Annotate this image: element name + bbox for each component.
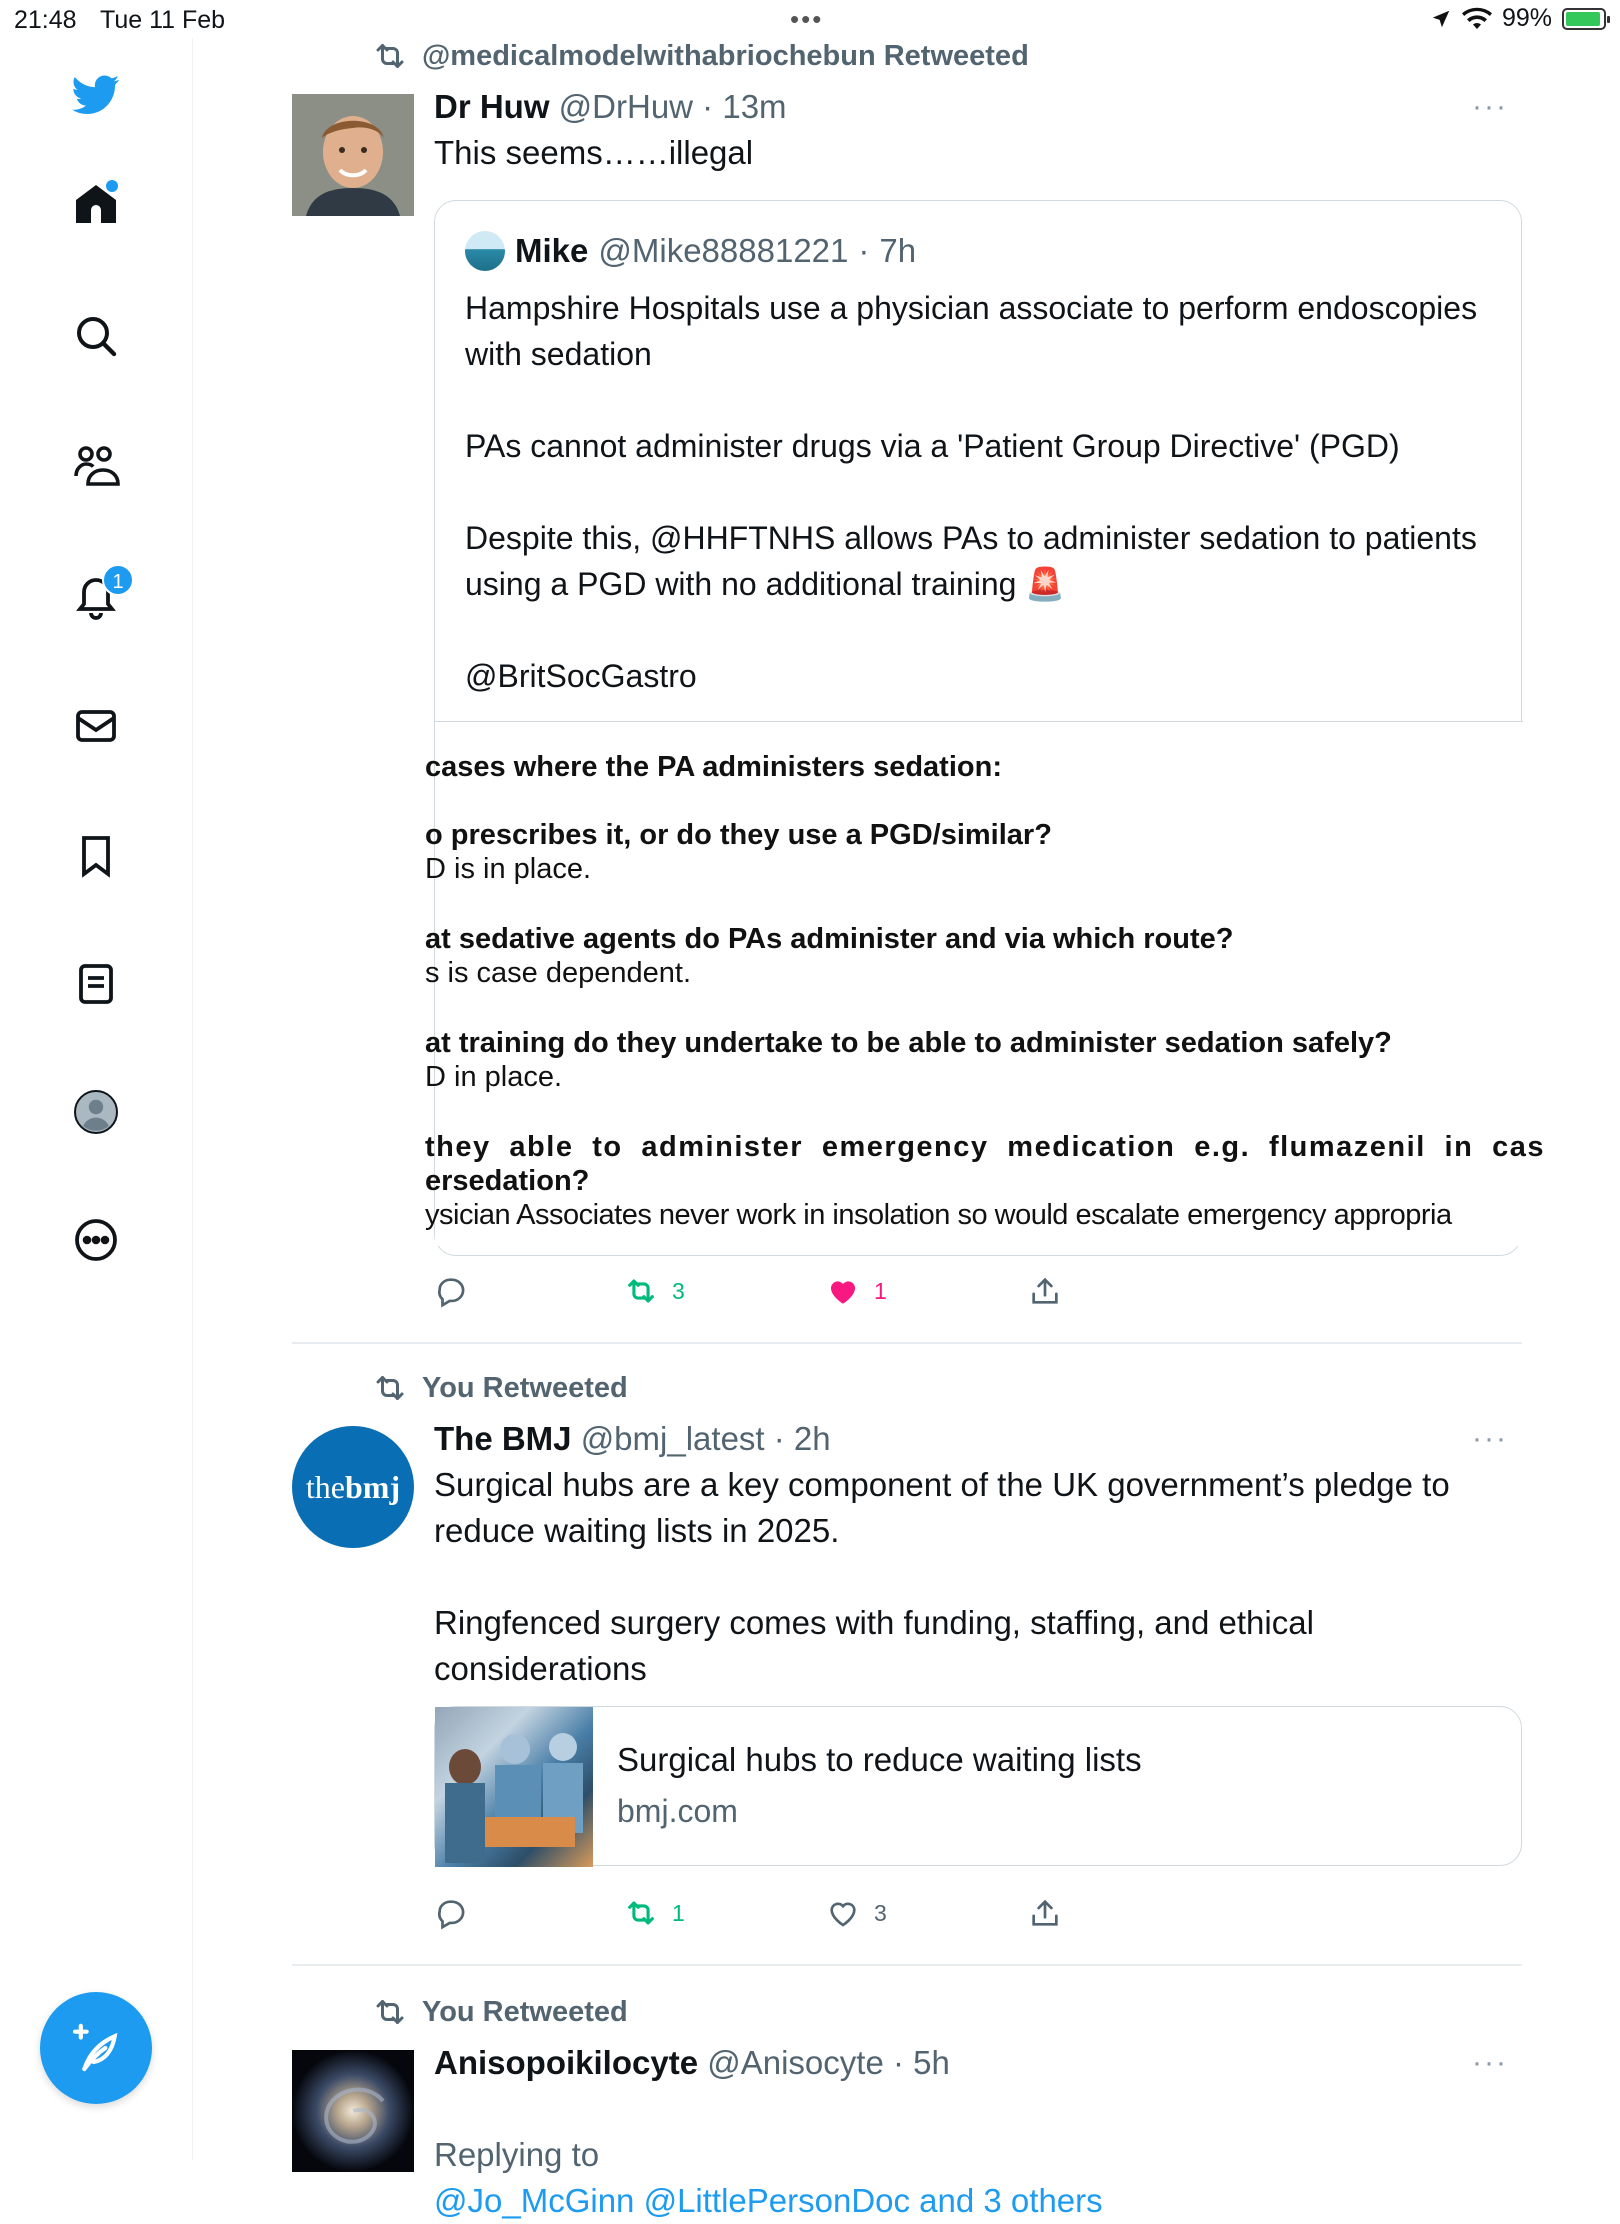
retweet-icon [624, 1896, 658, 1930]
tweet-body [434, 2044, 1514, 2224]
share-icon [1028, 1896, 1062, 1930]
retweet-context [372, 38, 1029, 74]
author-name[interactable]: Anisopoikilocyte [434, 2044, 699, 2081]
replying-to-users[interactable]: @Jo_McGinn @LittlePersonDoc and 3 others [434, 2182, 1103, 2219]
status-time: 21:48 [14, 6, 77, 34]
retweet-count: 1 [672, 1899, 685, 1926]
doc-answer: D in place. [425, 1061, 563, 1093]
retweet-button[interactable] [624, 1274, 685, 1308]
retweet-context [372, 1370, 628, 1406]
tweet-time[interactable]: 5h [913, 2044, 950, 2081]
more-icon[interactable] [68, 1212, 124, 1268]
retweet-count: 3 [672, 1277, 685, 1304]
author-handle[interactable]: @Anisocyte [707, 2044, 884, 2081]
replying-to-prefix: Replying to [434, 2136, 600, 2173]
tweet-time[interactable]: 13m [722, 88, 787, 125]
tweet-more-button[interactable]: ··· [1472, 2046, 1508, 2079]
heart-icon [826, 1896, 860, 1930]
share-button[interactable] [1028, 1274, 1062, 1308]
tweet-body [425, 88, 1545, 1231]
link-card-domain: bmj.com [617, 1793, 738, 1829]
quote-author-name: Mike [515, 232, 589, 269]
like-button[interactable] [826, 1274, 887, 1308]
home-icon[interactable] [68, 176, 124, 232]
share-icon [1028, 1274, 1062, 1308]
tweet-text: This seems……illegal [434, 134, 754, 171]
tweet-header: Anisopoikilocyte @Anisocyte · 5h [434, 2044, 950, 2081]
heart-filled-icon [826, 1274, 860, 1308]
battery-percent: 99% [1501, 4, 1552, 32]
quote-author-handle: @Mike88881221 [598, 232, 849, 269]
tweet-more-button[interactable]: ··· [1472, 1422, 1508, 1455]
tweet-text: Surgical hubs are a key component of the UK government’s pledge to reduce waiting lists in 2025. Ringfenced surgery comes with funding, staffing, and ethical considerations [434, 1466, 1450, 1687]
quote-media-image[interactable] [425, 721, 1545, 1246]
quote-tweet[interactable] [425, 200, 1545, 1256]
quote-time: 7h [879, 232, 917, 269]
notifications-icon[interactable] [68, 568, 124, 624]
status-indicators [1430, 4, 1606, 33]
doc-question: o prescribes it, or do they use a PGD/similar? [425, 819, 1052, 851]
bmj-logo-text-a: the [305, 1468, 345, 1505]
tweet-divider [292, 1964, 1522, 1966]
author-handle[interactable]: @DrHuw [558, 88, 694, 125]
bookmarks-icon[interactable] [68, 828, 124, 884]
home-unread-dot [106, 180, 118, 192]
tweet-divider [292, 1342, 1522, 1344]
wifi-icon [1462, 7, 1492, 31]
reply-icon [434, 1896, 468, 1930]
retweet-icon [372, 1370, 408, 1406]
quote-avatar [465, 231, 505, 271]
doc-heading: cases where the PA administers sedation: [425, 751, 1002, 783]
author-handle[interactable]: @bmj_latest [580, 1420, 765, 1457]
tweet-header: Dr Huw @DrHuw · 13m [434, 88, 787, 125]
retweet-icon [624, 1274, 658, 1308]
doc-question: at sedative agents do PAs administer and via which route? [425, 923, 1234, 955]
compose-tweet-icon [68, 2020, 124, 2076]
status-date: Tue 11 Feb [100, 6, 226, 34]
doc-answer: s is case dependent. [425, 957, 692, 989]
author-name[interactable]: The BMJ [434, 1420, 572, 1457]
messages-icon[interactable] [68, 698, 124, 754]
tweet-time[interactable]: 2h [793, 1420, 831, 1457]
avatar[interactable] [292, 2050, 414, 2172]
tweet-header: The BMJ @bmj_latest · 2h [434, 1420, 831, 1457]
retweet-context [372, 1994, 628, 2030]
location-icon [1430, 8, 1452, 30]
like-count: 3 [874, 1899, 887, 1926]
link-card-image [435, 1707, 593, 1867]
reply-button[interactable] [434, 1896, 482, 1930]
sidebar [0, 38, 193, 2160]
link-card[interactable] [434, 1706, 1522, 1866]
author-name[interactable]: Dr Huw [434, 88, 550, 125]
link-card-title: Surgical hubs to reduce waiting lists [617, 1741, 1142, 1778]
tweet-actions [434, 1896, 1074, 1936]
bmj-logo-avatar[interactable] [292, 1426, 414, 1548]
replying-to-line [434, 2086, 1514, 2224]
quote-header: Mike @Mike88881221 · 7h [465, 231, 916, 271]
search-icon[interactable] [68, 308, 124, 364]
tweet-actions [434, 1274, 1074, 1314]
doc-question: at training do they undertake to be able to administer sedation safely? [425, 1027, 1392, 1059]
retweet-icon [372, 38, 408, 74]
doc-answer: ysician Associates never work in insolation so would escalate emergency appropria [425, 1199, 1452, 1231]
doc-answer: D is in place. [425, 853, 592, 885]
share-button[interactable] [1028, 1896, 1062, 1930]
retweeted-by-text[interactable]: You Retweeted [422, 1371, 628, 1404]
compose-tweet-button[interactable] [40, 1992, 152, 2104]
communities-icon[interactable] [68, 438, 124, 494]
retweeted-by-text[interactable]: @medicalmodelwithabriochebun Retweeted [422, 39, 1029, 72]
twitter-logo-icon[interactable] [68, 66, 124, 122]
battery-icon [1562, 8, 1606, 30]
profile-icon[interactable] [68, 1084, 124, 1140]
retweeted-by-text[interactable]: You Retweeted [422, 1995, 628, 2028]
avatar[interactable] [292, 94, 414, 216]
tweet-more-button[interactable]: ··· [1472, 90, 1508, 123]
retweet-button[interactable] [624, 1896, 685, 1930]
quote-text: Hampshire Hospitals use a physician associate to perform endoscopies with sedation PAs cannot administer drugs via a 'Patient Group Directive' (PGD) Despite this, @HHFTNHS allows PAs to administer sedation to patients using a PGD with no additional training 🚨 @BritSocGastro [465, 290, 1478, 694]
bmj-logo-text-b: bmj [344, 1468, 401, 1505]
notifications-badge: 1 [102, 564, 134, 596]
multitasking-dots[interactable]: ••• [790, 4, 824, 34]
like-button[interactable] [826, 1896, 887, 1930]
doc-question: they able to administer emergency medication e.g. flumazenil in cas [425, 1131, 1545, 1163]
doc-question-continued: ersedation? [425, 1165, 590, 1197]
lists-icon[interactable] [68, 956, 124, 1012]
like-count: 1 [874, 1277, 887, 1304]
tweet-body [434, 1420, 1514, 1829]
retweet-icon [372, 1994, 408, 2030]
reply-icon [434, 1274, 468, 1308]
status-bar [0, 0, 1620, 38]
reply-button[interactable] [434, 1274, 482, 1308]
